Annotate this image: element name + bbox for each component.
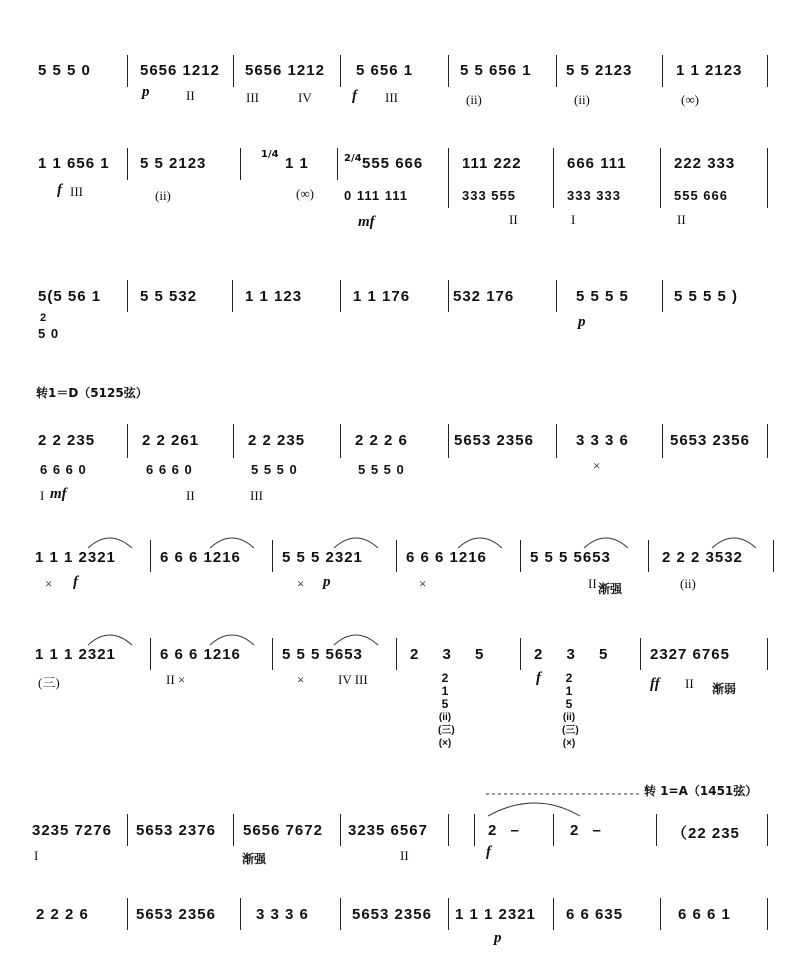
- position-mark: (ii): [680, 576, 696, 591]
- position-mark: II: [685, 676, 694, 691]
- measure-notes: 5656 1212: [140, 62, 220, 79]
- diminuendo-text: 渐弱: [712, 682, 737, 696]
- slur: [712, 538, 756, 548]
- measure-notes: 2 2 235: [38, 432, 96, 449]
- dynamic-mark: mf: [50, 486, 67, 502]
- slur: [88, 538, 132, 548]
- position-mark: I: [34, 848, 39, 863]
- measure-notes: 6 6 6 1216: [406, 549, 487, 566]
- measure-notes: 1 1 176: [353, 288, 411, 305]
- lower-voice-notes: 333 333: [567, 188, 621, 203]
- measure-notes: 5653 2376: [136, 822, 216, 839]
- time-signature: 1/4: [261, 149, 279, 160]
- position-mark: III: [385, 90, 398, 105]
- measure-notes: 6 6 635: [566, 906, 624, 923]
- measure-notes: 6 6 6 1216: [160, 646, 241, 663]
- measure-notes: 5 5 5 0: [38, 62, 91, 79]
- position-mark: ×: [593, 458, 601, 473]
- chord-note: 5: [441, 697, 449, 711]
- dynamic-mark: p: [142, 84, 150, 100]
- measure-notes: 111 222: [462, 155, 522, 172]
- chord-note: (三): [562, 725, 579, 736]
- measure-notes: 6 6 6 1216: [160, 549, 241, 566]
- measure-notes: 5 5 532: [140, 288, 198, 305]
- tie: [488, 803, 580, 816]
- chord-note: 2: [565, 671, 573, 685]
- position-mark: I: [571, 212, 576, 227]
- position-mark: II: [677, 212, 686, 227]
- chord-note: (×): [438, 738, 452, 749]
- dynamic-mark: f: [352, 88, 357, 104]
- position-mark: (ii): [574, 92, 590, 107]
- dynamic-mark: f: [57, 182, 62, 198]
- measure-notes: 3 3 3 6: [256, 906, 309, 923]
- chord-note: (ii): [438, 712, 452, 723]
- measure-notes: 5 5 2123: [566, 62, 633, 79]
- position-mark: II: [400, 848, 409, 863]
- measure-notes: 2 –: [570, 822, 602, 839]
- dynamic-mark: f: [536, 670, 541, 686]
- measure-notes: 1 1: [285, 155, 309, 172]
- measure-notes: 1 1 123: [245, 288, 303, 305]
- dynamic-mark: mf: [358, 214, 375, 230]
- measure-notes: 666 111: [567, 155, 627, 172]
- position-mark: II: [509, 212, 518, 227]
- chord-note: 1: [565, 684, 573, 698]
- position-mark: (三): [38, 675, 60, 690]
- chord-note: (×): [562, 738, 576, 749]
- lower-voice-notes: 555 666: [674, 188, 728, 203]
- measure-notes: 532 176: [453, 288, 515, 305]
- dynamic-mark: p: [578, 314, 586, 330]
- measure-notes: 5(5 56 1: [38, 288, 102, 305]
- time-signature: 2/4: [344, 153, 362, 164]
- position-mark: IV: [298, 90, 312, 105]
- position-mark: II: [186, 88, 195, 103]
- measure-notes: 5 5 5 5 ): [674, 288, 739, 305]
- slur: [458, 538, 502, 548]
- dynamic-mark: p: [494, 930, 502, 946]
- position-mark: ×: [419, 576, 427, 591]
- measure-notes: 2327 6765: [650, 646, 730, 663]
- measure-notes: 5 5 5 2321: [282, 549, 363, 566]
- measure-notes: 2 2 2 6: [355, 432, 408, 449]
- measure-notes: 3 3 3 6: [576, 432, 629, 449]
- chord-note: 1: [441, 684, 449, 698]
- measure-notes: 5 5 5 5: [576, 288, 629, 305]
- measure-notes: 1 1 1 2321: [35, 646, 116, 663]
- measure-notes: 5653 2356: [454, 432, 534, 449]
- position-mark: I: [40, 488, 45, 503]
- measure-notes: 5656 1212: [245, 62, 325, 79]
- chord-note: 5: [565, 697, 573, 711]
- measure-notes: 2 2 235: [248, 432, 306, 449]
- slur: [334, 538, 378, 548]
- position-mark: III: [250, 488, 263, 503]
- dynamic-mark: f: [73, 574, 78, 590]
- position-mark: II: [186, 488, 195, 503]
- measure-notes: （22 235: [672, 825, 740, 842]
- measure-notes: 2 2 261: [142, 432, 200, 449]
- position-mark: ×: [297, 672, 305, 687]
- lower-voice-notes: 2: [40, 312, 48, 324]
- measure-notes: 2 3 5: [534, 646, 609, 663]
- lower-voice-notes: 0 111 111: [344, 188, 408, 203]
- measure-notes: 1 1 2123: [676, 62, 743, 79]
- position-mark: ×: [297, 576, 305, 591]
- measure-notes: 2 –: [488, 822, 520, 839]
- crescendo-text: 渐强: [598, 582, 623, 596]
- position-mark: (∞): [296, 186, 314, 201]
- measure-notes: 2 3 5: [410, 646, 485, 663]
- measure-notes: 2 2 2 3532: [662, 549, 743, 566]
- measure-notes: 2 2 2 6: [36, 906, 89, 923]
- position-mark: (ii): [155, 188, 171, 203]
- slur: [334, 635, 378, 645]
- position-mark: III: [246, 90, 259, 105]
- measure-notes: 6 6 6 1: [678, 906, 731, 923]
- position-mark: IV III: [338, 672, 368, 687]
- chord-note: (三): [438, 725, 455, 736]
- measure-notes: 555 666: [362, 155, 424, 172]
- crescendo-text: 渐强: [242, 852, 267, 866]
- chord-note: (ii): [562, 712, 576, 723]
- measure-notes: 1 1 1 2321: [35, 549, 116, 566]
- measure-notes: 5653 2356: [136, 906, 216, 923]
- slur: [88, 635, 132, 645]
- position-mark: (∞): [681, 92, 699, 107]
- measure-notes: 5 5 656 1: [460, 62, 532, 79]
- position-mark: (ii): [466, 92, 482, 107]
- measure-notes: 5653 2356: [352, 906, 432, 923]
- slur: [210, 635, 254, 645]
- slur: [210, 538, 254, 548]
- slur: [584, 538, 628, 548]
- lower-voice-notes: 6 6 6 0: [40, 462, 87, 477]
- measure-notes: 1 1 1 2321: [455, 906, 536, 923]
- position-mark: II ×: [166, 672, 186, 687]
- measure-notes: 5 5 5 5653: [530, 549, 611, 566]
- key-change-label: 转 1=A（1451弦）: [644, 784, 758, 798]
- lower-voice-notes: 333 555: [462, 188, 516, 203]
- dynamic-mark: ff: [650, 676, 660, 692]
- dynamic-mark: p: [323, 574, 331, 590]
- lower-voice-notes: 5 5 5 0: [358, 462, 405, 477]
- measure-notes: 3235 7276: [32, 822, 112, 839]
- position-mark: II: [588, 576, 597, 591]
- measure-notes: 5656 7672: [243, 822, 323, 839]
- measure-notes: 5 656 1: [356, 62, 414, 79]
- lower-voice-notes: 5 0: [38, 326, 60, 341]
- key-change-label: 转1＝D（5125弦）: [36, 386, 148, 400]
- position-mark: ×: [45, 576, 53, 591]
- position-mark: III: [70, 184, 83, 199]
- measure-notes: 5 5 2123: [140, 155, 207, 172]
- dynamic-mark: f: [486, 844, 491, 860]
- measure-notes: 5 5 5 5653: [282, 646, 363, 663]
- measure-notes: 222 333: [674, 155, 736, 172]
- lower-voice-notes: 6 6 6 0: [146, 462, 193, 477]
- chord-note: 2: [441, 671, 449, 685]
- measure-notes: 5653 2356: [670, 432, 750, 449]
- lower-voice-notes: 5 5 5 0: [251, 462, 298, 477]
- measure-notes: 1 1 656 1: [38, 155, 110, 172]
- measure-notes: 3235 6567: [348, 822, 428, 839]
